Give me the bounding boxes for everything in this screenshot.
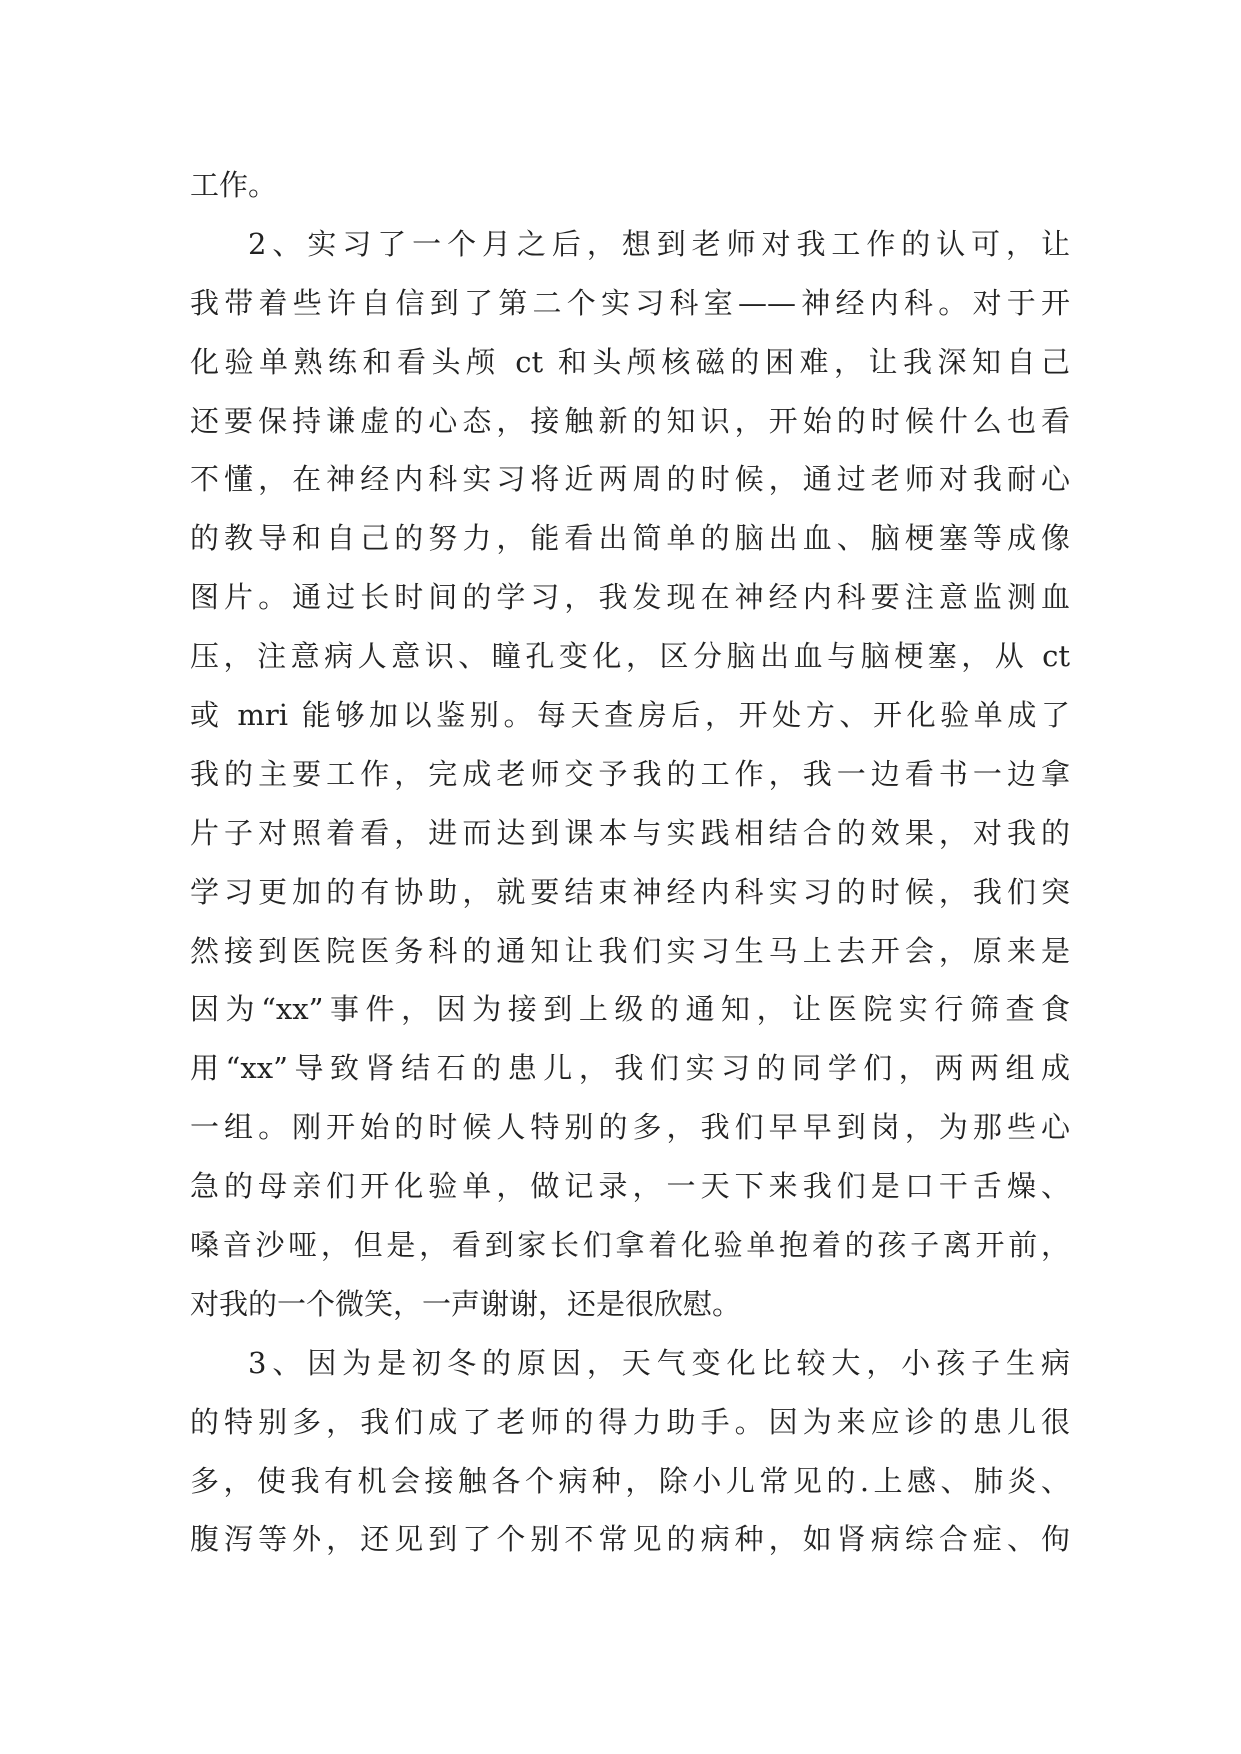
text-line: 化验单熟练和看头颅 ct 和头颅核磁的困难，让我深知自己 xyxy=(190,344,1070,379)
text-line: 压，注意病人意识、瞳孔变化，区分脑出血与脑梗塞，从 ct xyxy=(190,639,1070,674)
text-line: 学习更加的有协助，就要结束神经内科实习的时候，我们突 xyxy=(190,874,1070,909)
text-line: 或 mri 能够加以鉴别。每天查房后，开处方、开化验单成了 xyxy=(190,698,1070,733)
text-line: 急的母亲们开化验单，做记录，一天下来我们是口干舌燥、 xyxy=(190,1169,1070,1204)
document-body xyxy=(190,156,1070,1569)
text-line: 3、因为是初冬的原因，天气变化比较大，小孩子生病 xyxy=(248,1345,1070,1380)
text-line: 然接到医院医务科的通知让我们实习生马上去开会，原来是 xyxy=(190,933,1070,968)
text-line: 嗓音沙哑，但是，看到家长们拿着化验单抱着的孩子离开前， xyxy=(190,1228,1070,1263)
text-line: 用“xx”导致肾结石的患儿，我们实习的同学们，两两组成 xyxy=(190,1051,1070,1086)
text-line: 因为“xx”事件，因为接到上级的通知，让医院实行筛查食 xyxy=(190,992,1070,1027)
text-line: 还要保持谦虚的心态，接触新的知识，开始的时候什么也看 xyxy=(190,403,1070,438)
text-line: 图片。通过长时间的学习，我发现在神经内科要注意监测血 xyxy=(190,580,1070,615)
text-line: 不懂，在神经内科实习将近两周的时候，通过老师对我耐心 xyxy=(190,462,1070,497)
text-line: 我的主要工作，完成老师交予我的工作，我一边看书一边拿 xyxy=(190,756,1070,791)
text-line: 的特别多，我们成了老师的得力助手。因为来应诊的患儿很 xyxy=(190,1404,1070,1439)
text-line: 一组。刚开始的时候人特别的多，我们早早到岗，为那些心 xyxy=(190,1110,1070,1145)
text-line: 我带着些许自信到了第二个实习科室——神经内科。对于开 xyxy=(190,285,1070,320)
text-line: 对我的一个微笑，一声谢谢，还是很欣慰。 xyxy=(190,1286,742,1321)
text-line: 工作。 xyxy=(190,168,278,202)
text-line: 多，使我有机会接触各个病种，除小儿常见的.上感、肺炎、 xyxy=(190,1463,1070,1498)
text-line: 片子对照着看，进而达到课本与实践相结合的效果，对我的 xyxy=(190,815,1070,850)
text-line: 的教导和自己的努力，能看出简单的脑出血、脑梗塞等成像 xyxy=(190,521,1070,556)
text-line: 腹泻等外，还见到了个别不常见的病种，如肾病综合症、佝 xyxy=(190,1522,1070,1557)
text-line: 2、实习了一个月之后，想到老师对我工作的认可，让 xyxy=(248,226,1070,261)
